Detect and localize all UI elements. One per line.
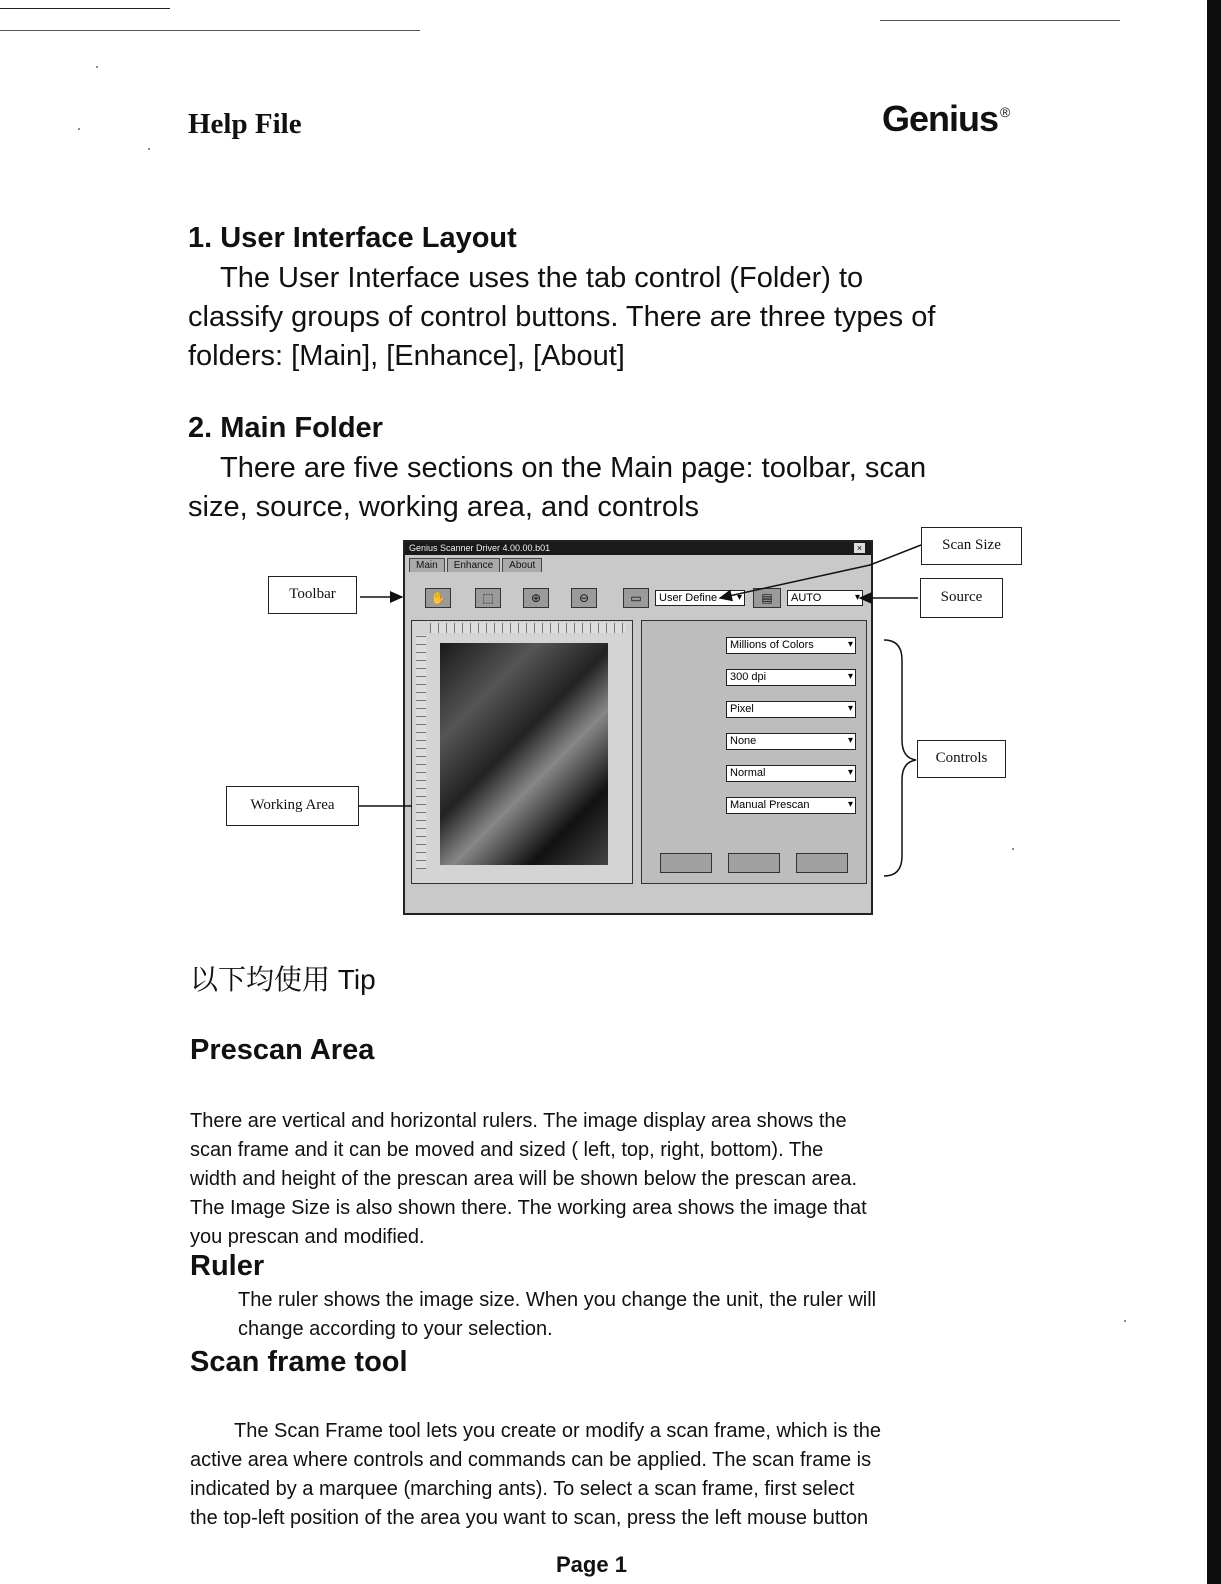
text-line: indicated by a marquee (marching ants). To select a scan frame, first select [190,1478,855,1500]
ruler-heading: Ruler [190,1250,265,1282]
tab-about: About [502,558,542,572]
scan-size-select: User Define ▾ [655,590,745,606]
text-line: the top-left position of the area you want to scan, press the left mouse button [190,1507,869,1529]
prescan-area-body [190,1107,1000,1252]
unit-row [726,701,856,718]
text-line: you prescan and modified. [190,1226,425,1248]
chevron-down-icon: ▾ [847,671,853,682]
zoom-in-icon: ⊕ [523,588,549,608]
registered-mark: ® [1000,104,1010,120]
page-number: Page 1 [556,1552,627,1577]
text-line: scan frame and it can be moved and sized ( left, top, right, bottom). The [190,1139,824,1161]
text-line: The ruler shows the image size. When you change the unit, the ruler will [238,1289,877,1311]
scan-artifact-line [880,20,1120,21]
close-icon: × [854,543,865,553]
window-titlebar [405,542,871,555]
controls-brace [884,640,916,876]
scanner-driver-screenshot [403,540,873,915]
section-1-body [188,259,1000,376]
section-2-heading: 2. Main Folder [188,412,383,444]
tab-main: Main [409,558,445,572]
chevron-down-icon: ▾ [847,799,853,810]
scan-speck [96,66,98,68]
callout-scan-size: Scan Size [921,527,1022,565]
controls-panel [641,620,867,884]
window-title: Genius Scanner Driver 4.00.00.b01 [409,543,551,553]
color-mode-select: Millions of Colors ▾ [726,637,856,654]
scan-frame-body [190,1417,1000,1533]
toolbar [409,586,867,610]
scan-button [728,853,780,873]
zoom-out-icon: ⊖ [571,588,597,608]
callout-toolbar: Toolbar [268,576,357,614]
ruler-body [238,1286,998,1344]
scan-speck [1124,1320,1126,1322]
text-line: classify groups of control buttons. There are three types of [188,301,936,333]
callout-working-area: Working Area [226,786,359,826]
tab-enhance: Enhance [447,558,500,572]
scan-artifact-line [0,30,420,31]
source-icon: ▤ [753,588,781,608]
scan-speck [78,128,80,130]
folder-tabs [409,558,542,572]
text-line: There are five sections on the Main page: toolbar, scan [220,452,927,484]
working-area [411,620,633,884]
chevron-down-icon: ▾ [736,592,742,603]
screen-select: Normal ▾ [726,765,856,782]
auto-prescan-select: Manual Prescan ▾ [726,797,856,814]
unit-select: Pixel ▾ [726,701,856,718]
text-line: The Image Size is also shown there. The working area shows the image that [190,1197,867,1219]
section-2-body [188,449,1000,527]
text-line: active area where controls and commands can be applied. The scan frame is [190,1449,872,1471]
tip-note: 以下均使用 Tip [190,964,376,995]
chevron-down-icon: ▾ [847,703,853,714]
prescan-image [440,643,608,865]
genius-logo [882,98,1010,140]
auto-prescan-row [726,797,856,814]
resolution-row [726,669,856,686]
scan-frame-tool-icon: ⬚ [475,588,501,608]
chevron-down-icon: ▾ [847,639,853,650]
prescan-area-heading: Prescan Area [190,1034,375,1066]
color-mode-row [726,637,856,654]
vertical-ruler [416,635,426,869]
filter-select: None ▾ [726,733,856,750]
pointer-tool-icon: ✋ [425,588,451,608]
scan-size-icon: ▭ [623,588,649,608]
horizontal-ruler [430,623,626,633]
text-line: The Scan Frame tool lets you create or modify a scan frame, which is the [234,1420,881,1442]
text-line: size, source, working area, and controls [188,491,699,523]
chevron-down-icon: ▾ [854,592,860,603]
source-select: AUTO ▾ [787,590,863,606]
callout-controls: Controls [917,740,1006,778]
text-line: change according to your selection. [238,1318,553,1340]
section-1-heading: 1. User Interface Layout [188,222,517,254]
scan-frame-heading: Scan frame tool [190,1346,408,1378]
resolution-select: 300 dpi ▾ [726,669,856,686]
scan-edge-shadow [1207,0,1221,1584]
screen-row [726,765,856,782]
text-line: width and height of the prescan area will be shown below the prescan area. [190,1168,858,1190]
text-line: The User Interface uses the tab control (Folder) to [220,262,864,294]
help-file-title: Help File [188,108,302,140]
text-line: There are vertical and horizontal rulers. The image display area shows the [190,1110,847,1132]
filter-row [726,733,856,750]
scan-speck [148,148,150,150]
callout-source: Source [920,578,1003,618]
exit-button [796,853,848,873]
chevron-down-icon: ▾ [847,767,853,778]
chevron-down-icon: ▾ [847,735,853,746]
logo-text: Genius [882,98,999,139]
text-line: folders: [Main], [Enhance], [About] [188,340,625,372]
prescan-button [660,853,712,873]
scan-speck [1012,848,1014,850]
scan-artifact-line [0,8,170,9]
